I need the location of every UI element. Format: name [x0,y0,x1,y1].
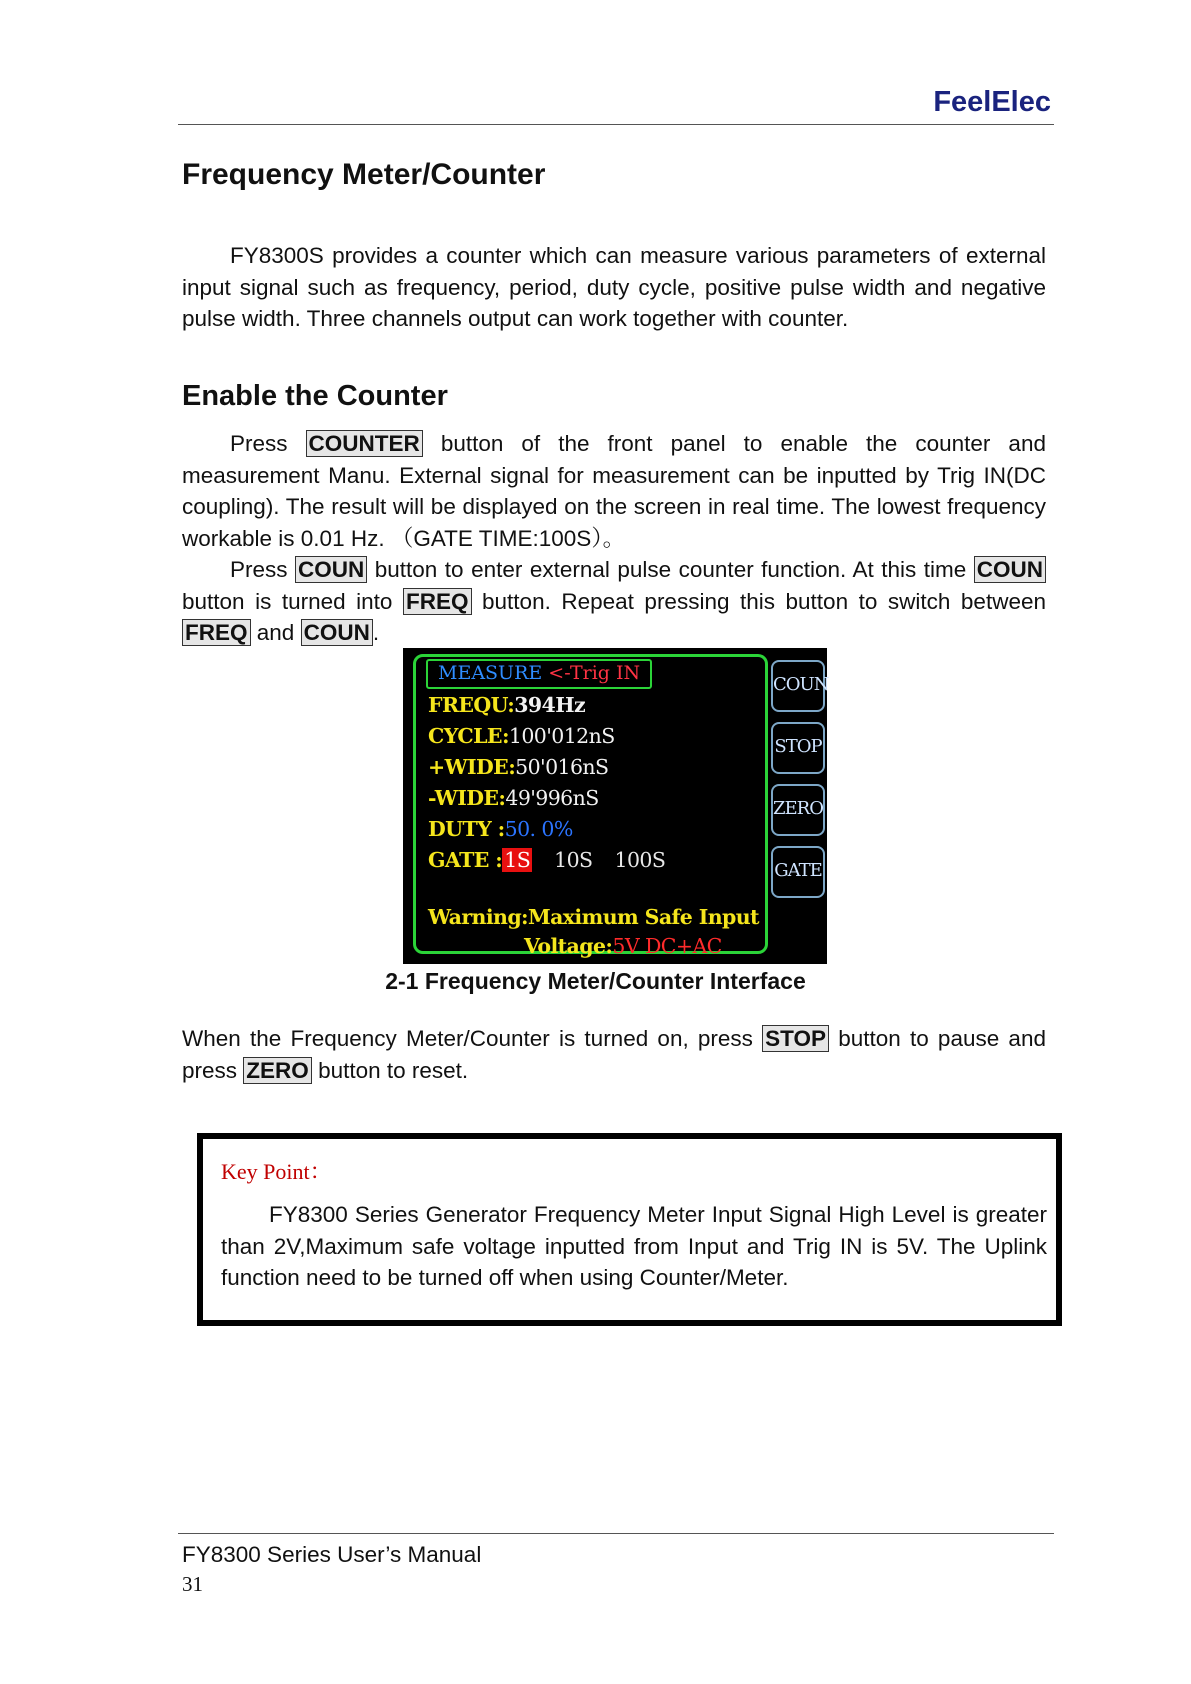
softkey-stop: STOP [771,722,825,774]
row-value: 49'996nS [505,786,599,810]
footer-manual-title: FY8300 Series User’s Manual [182,1542,482,1567]
enable-text-1: button of the front panel to enable the counter and measurement Manu. External signal for measurement can be inputted by Trig IN(DC coupling). The result will be displayed on the screen in real time. The lowest frequency workable is 0.01 Hz. （GATE TIME:100S）。 [182,431,1046,551]
enable-paragraph [182,428,1046,649]
enable-text-end: . [372,620,380,645]
warning-voltage [524,934,722,958]
warning-line [428,905,759,929]
enable-text-and: and [256,620,295,645]
enable-text-2: button to enter external pulse counter function. At this time [374,557,967,582]
row-label: CYCLE: [428,724,509,748]
title-trig-in: <-Trig IN [548,662,641,684]
freq-key-2: FREQ [182,619,251,646]
page-number: 31 [182,1572,203,1596]
zero-key: ZERO [243,1057,312,1084]
coun-key: COUN [295,556,367,583]
row-label: +WIDE: [428,755,516,779]
row-negative-width [428,786,599,810]
coun-key-2: COUN [974,556,1046,583]
row-duty [428,817,573,841]
key-point-label: Key Point： [221,1159,332,1184]
measure-panel [413,654,768,958]
row-label: FREQU: [428,693,515,717]
row-gate [428,848,665,872]
row-value: 50. 0% [504,817,573,841]
counter-key: COUNTER [306,430,423,457]
softkey-zero: ZERO [771,784,825,836]
counter-screen-figure [403,648,827,964]
title-measure: MEASURE [438,662,543,684]
row-frequency [428,693,585,717]
figure-caption: 2-1 Frequency Meter/Counter Interface [385,968,806,994]
row-label: DUTY : [428,817,505,841]
warning-text: Warning:Maximum Safe Input [428,905,759,929]
warning-voltage-label: Voltage: [524,934,613,958]
enable-text-4: button. Repeat pressing this button to switch between [482,588,1046,614]
key-point-box [197,1133,1062,1326]
key-point-text: FY8300 Series Generator Frequency Meter Input Signal High Level is greater than 2V,Maximum safe voltage inputted from Input and Trig IN is 5V. The Uplink function need to be turned off when using Counter/Meter. [221,1202,1047,1290]
coun-key-3: COUN [301,619,373,646]
gate-label: GATE : [428,848,503,872]
row-value: 394Hz [514,693,586,717]
row-value: 50'016nS [515,755,609,779]
intro-text: FY8300S provides a counter which can measure various parameters of external input signal such as frequency, period, duty cycle, positive pulse width and negative pulse width. Three channels output can work together with counter. [182,243,1046,331]
after-text-2: button to pause and press [182,1026,1046,1083]
gate-option: 10S [554,848,593,872]
press-text-1: Press [230,431,288,456]
gate-option-selected: 1S [504,848,531,872]
after-text-3: button to reset. [318,1057,469,1083]
softkey-gate: GATE [771,846,825,898]
key-point-paragraph [221,1199,1047,1294]
row-value: 100'012nS [508,724,615,748]
intro-paragraph [182,240,1046,335]
freq-key: FREQ [403,588,472,615]
after-text-1: When the Frequency Meter/Counter is turned on, press [182,1026,753,1051]
gate-option: 100S [614,848,666,872]
warning-voltage-value: 5V DC+AC [612,934,722,958]
header-brand: FeelElec [933,86,1051,118]
press-text-2: Press [230,557,288,582]
header-rule [178,124,1054,125]
footer-rule [178,1533,1054,1534]
enable-text-3: button is turned into [182,588,393,614]
after-paragraph [182,1023,1046,1086]
softkey-coun: COUN [771,660,825,712]
subsection-title: Enable the Counter [182,380,448,412]
section-title: Frequency Meter/Counter [182,158,546,191]
row-cycle [428,724,615,748]
row-positive-width [428,755,608,779]
row-label: -WIDE: [428,786,506,810]
panel-title [426,659,652,689]
stop-key: STOP [762,1025,829,1052]
